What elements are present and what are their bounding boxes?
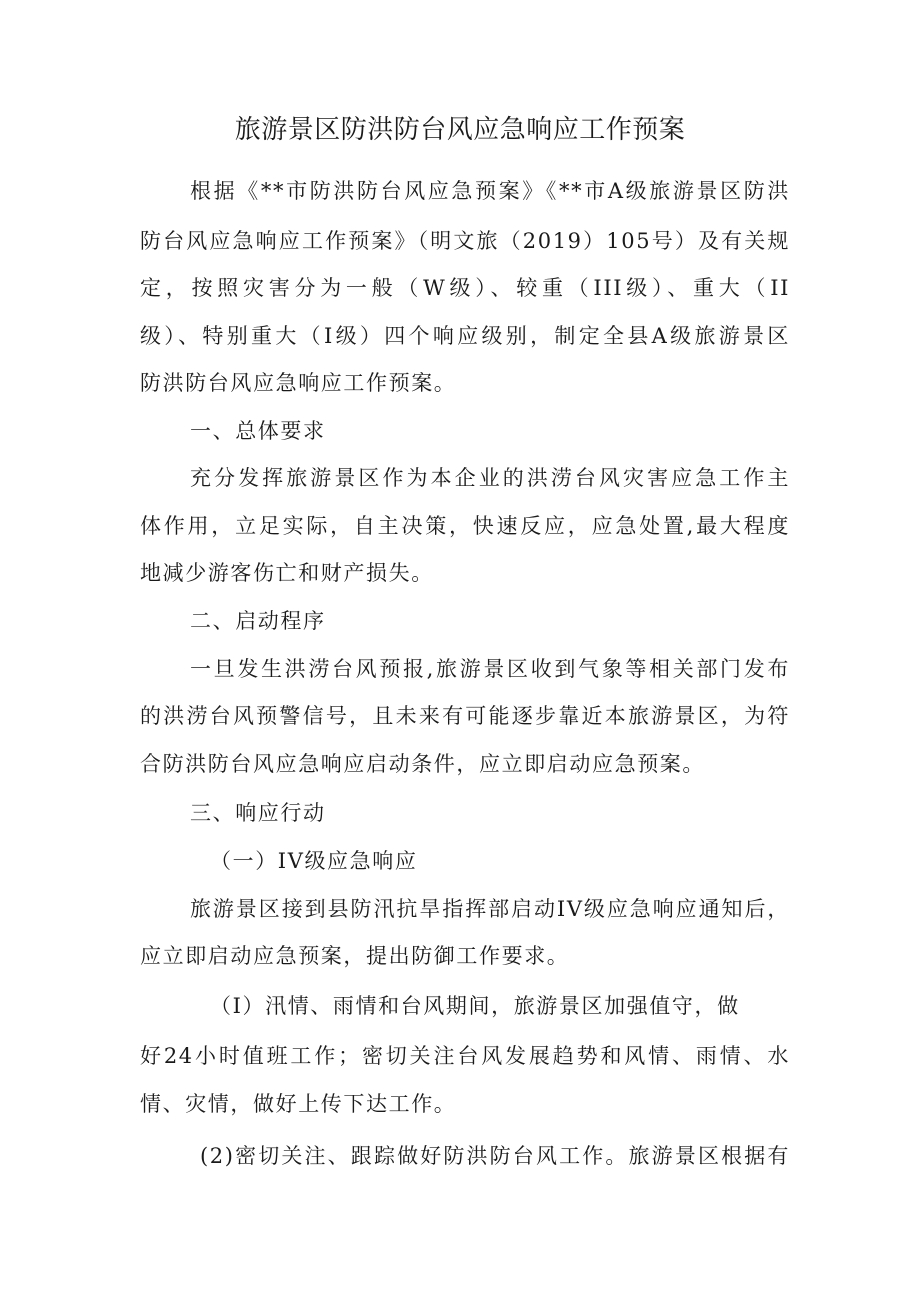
paragraph-line: 地减少游客伤亡和财产损失。 bbox=[140, 561, 434, 585]
paragraph-line: 情、灾情，做好上传下达工作。 bbox=[140, 1092, 457, 1116]
paragraph-line: 定，按照灾害分为一般（W级）、较重（III级）、重大（II bbox=[140, 276, 790, 300]
paragraph-line: 好24小时值班工作；密切关注台风发展趋势和风情、雨情、水 bbox=[140, 1044, 790, 1068]
paragraph-line: 一旦发生洪涝台风预报,旅游景区收到气象等相关部门发布 bbox=[190, 657, 790, 681]
paragraph-line: 的洪涝台风预警信号，且未来有可能逐步靠近本旅游景区，为符 bbox=[140, 704, 790, 728]
paragraph-line: 体作用，立足实际，自主决策，快速反应，应急处置,最大程度 bbox=[140, 514, 790, 538]
paragraph-line: （I）汛情、雨情和台风期间，旅游景区加强值守，做 bbox=[210, 994, 740, 1018]
paragraph-line: 合防洪防台风应急响应启动条件，应立即启动应急预案。 bbox=[140, 752, 705, 776]
paragraph-line: 根据《**市防洪防台风应急预案》《**市A级旅游景区防洪 bbox=[190, 179, 790, 203]
section-heading: 二、启动程序 bbox=[190, 609, 326, 633]
paragraph-line: (2)密切关注、跟踪做好防洪防台风工作。旅游景区根据有 bbox=[200, 1144, 790, 1168]
document-title: 旅游景区防洪防台风应急响应工作预案 bbox=[234, 115, 686, 145]
section-heading: 三、响应行动 bbox=[190, 801, 326, 825]
paragraph-line: 旅游景区接到县防汛抗旱指挥部启动IV级应急响应通知后， bbox=[190, 897, 790, 921]
paragraph-line: 防台风应急响应工作预案》（明文旅（2019）105号）及有关规 bbox=[140, 229, 790, 253]
section-heading: 一、总体要求 bbox=[190, 419, 326, 443]
paragraph-line: 应立即启动应急预案，提出防御工作要求。 bbox=[140, 944, 570, 968]
subsection-heading: （一）IV级应急响应 bbox=[210, 849, 418, 873]
paragraph-line: 级）、特别重大（I级）四个响应级别，制定全县A级旅游景区 bbox=[140, 324, 790, 348]
paragraph-line: 充分发挥旅游景区作为本企业的洪涝台风灾害应急工作主 bbox=[190, 466, 790, 490]
paragraph-line: 防洪防台风应急响应工作预案。 bbox=[140, 371, 457, 395]
